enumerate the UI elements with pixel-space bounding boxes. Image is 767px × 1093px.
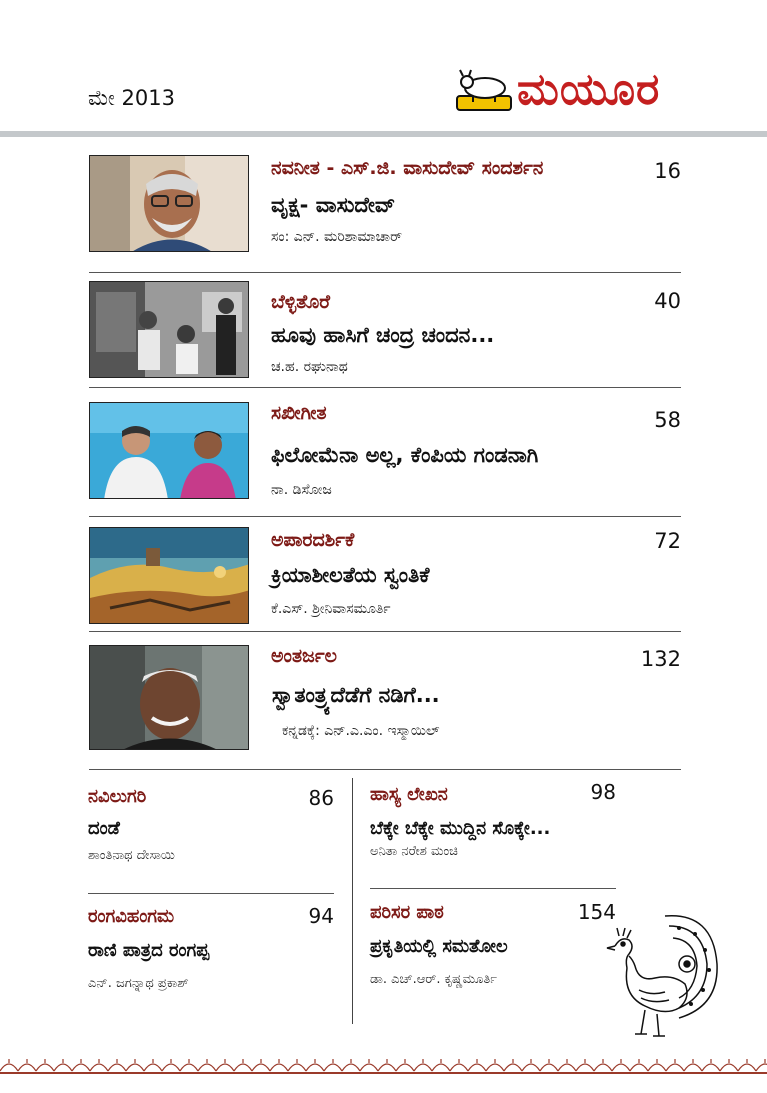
- section-name: ಬೆಳ್ಳಿತೊರೆ: [271, 291, 331, 313]
- article-author: ಕೆ.ಎಸ್. ಶ್ರೀನಿವಾಸಮೂರ್ತಿ: [271, 601, 391, 617]
- page-number: 98: [590, 780, 616, 804]
- toc-entry[interactable]: [89, 155, 681, 255]
- toc-entry[interactable]: [89, 281, 681, 381]
- article-title[interactable]: ಫಿಲೋಮೆನಾ ಅಲ್ಲ, ಕೆಂಪಿಯ ಗಂಡನಾಗಿ: [271, 443, 539, 467]
- divider: [89, 516, 681, 517]
- issue-date: ಮೇ 2013: [88, 86, 175, 110]
- section-name: ನವನೀತ - ಎಸ್.ಜಿ. ವಾಸುದೇವ್ ಸಂದರ್ಶನ: [271, 157, 544, 179]
- article-author: ಶಾಂತಿನಾಥ ದೇಸಾಯಿ: [88, 848, 175, 863]
- page-number: 72: [654, 529, 681, 553]
- decorative-border: [0, 1053, 767, 1075]
- article-author: ಕನ್ನಡಕ್ಕೆ: ಎನ್.ಎ.ಎಂ. ಇಸ್ಮಾಯಿಲ್: [282, 723, 440, 739]
- ox-emblem-icon: [455, 66, 513, 116]
- article-author: ಡಾ. ಎಚ್.ಆರ್. ಕೃಷ್ಣಮೂರ್ತಿ: [370, 972, 497, 987]
- article-thumbnail: [89, 527, 249, 624]
- divider: [89, 387, 681, 388]
- column-divider: [352, 778, 353, 1024]
- logo-wordmark: ಮಯೂರ: [517, 64, 661, 115]
- section-name: ನವಿಲುಗರಿ: [88, 786, 147, 807]
- toc-entry-small[interactable]: [88, 786, 334, 866]
- article-title[interactable]: ಪ್ರಕೃತಿಯಲ್ಲಿ ಸಮತೋಲ: [370, 936, 508, 957]
- article-author: ಸಂ: ಎನ್. ಮರಿಶಾಮಾಚಾರ್: [271, 229, 403, 245]
- section-name: ಅಪಾರದರ್ಶಿಕೆ: [271, 529, 355, 551]
- article-author: ಎನ್. ಜಗನ್ನಾಥ ಪ್ರಕಾಶ್: [88, 976, 189, 991]
- article-title[interactable]: ಹೂವು ಹಾಸಿಗೆ ಚಂದ್ರ ಚಂದನ...: [271, 323, 495, 347]
- divider: [89, 769, 681, 770]
- article-title[interactable]: ವೃಕ್ಷ- ವಾಸುದೇವ್: [271, 193, 396, 217]
- article-title[interactable]: ದಂಡೆ: [88, 818, 120, 839]
- toc-entry[interactable]: [89, 645, 681, 751]
- article-thumbnail: [89, 645, 249, 750]
- page-number: 94: [308, 904, 334, 928]
- section-name: ಪರಿಸರ ಪಾಠ: [370, 902, 444, 923]
- article-thumbnail: [89, 402, 249, 499]
- page-number: 40: [654, 289, 681, 313]
- page-number: 132: [640, 647, 681, 671]
- article-thumbnail: [89, 281, 249, 378]
- divider: [89, 272, 681, 273]
- divider: [89, 631, 681, 632]
- divider: [88, 893, 334, 894]
- page-number: 58: [654, 408, 681, 432]
- page-number: 86: [308, 786, 334, 810]
- toc-entry-small[interactable]: [370, 900, 616, 987]
- section-name: ರಂಗವಿಹಂಗಮ: [88, 906, 175, 927]
- article-title[interactable]: ರಾಣಿ ಪಾತ್ರದ ರಂಗಪ್ಪ: [88, 940, 210, 961]
- toc-entry[interactable]: [89, 402, 681, 502]
- toc-entry-small[interactable]: [88, 904, 334, 991]
- section-name: ಅಂತರ್ಜಲ: [271, 645, 337, 667]
- article-author: ನಾ. ಡಿಸೋಜ: [271, 482, 332, 498]
- peacock-illustration-icon: [595, 906, 725, 1041]
- magazine-logo: [455, 62, 685, 120]
- article-author: ಚ.ಹ. ರಘುನಾಥ: [271, 359, 348, 375]
- article-author: ಅನಿತಾ ನರೇಶ ಮಂಚಿ: [370, 844, 458, 859]
- toc-entry-small[interactable]: [370, 780, 616, 860]
- article-thumbnail: [89, 155, 249, 252]
- article-title[interactable]: ಕ್ರಿಯಾಶೀಲತೆಯ ಸ್ವಂತಿಕೆ: [271, 563, 430, 587]
- article-title[interactable]: ಸ್ವಾತಂತ್ರ್ಯದೆಡೆಗೆ ನಡಿಗೆ...: [272, 683, 440, 707]
- page-number: 16: [654, 159, 681, 183]
- toc-entry[interactable]: [89, 527, 681, 627]
- article-title[interactable]: ಬೆಕ್ಕೇ ಬೆಕ್ಕೇ ಮುದ್ದಿನ ಸೊಕ್ಕೇ...: [370, 818, 551, 839]
- section-name: ಹಾಸ್ಯ ಲೇಖನ: [370, 784, 448, 805]
- header-rule: [0, 131, 767, 137]
- page-number: 154: [577, 900, 616, 924]
- divider: [370, 888, 616, 889]
- section-name: ಸಖೀಗೀತ: [271, 402, 327, 424]
